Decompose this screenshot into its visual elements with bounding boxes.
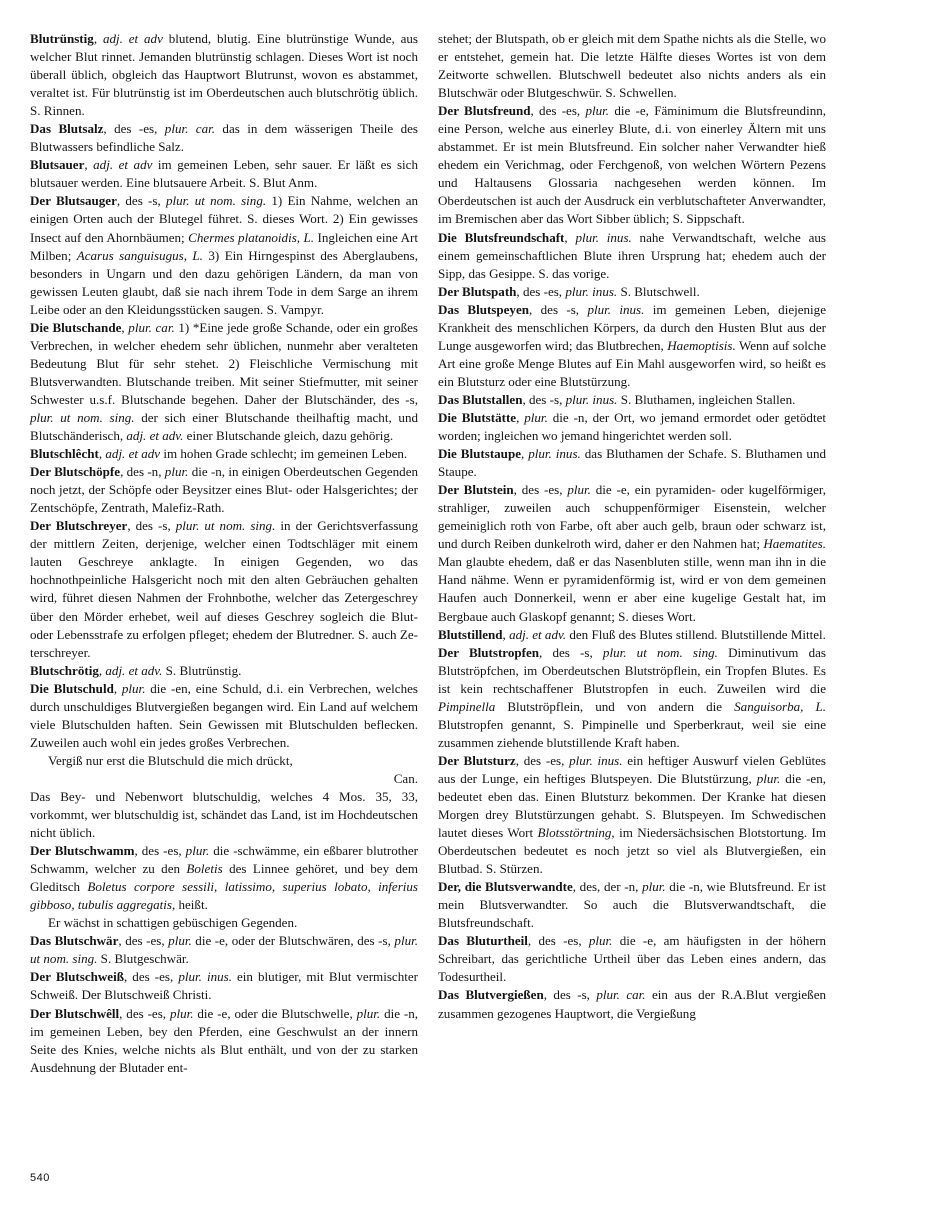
- grammar-note: plur. inus.: [575, 229, 632, 245]
- definition-text: S. Bluthamen, ingleichen Stallen.: [617, 391, 796, 407]
- headword: Das Bluturtheil: [438, 933, 528, 949]
- definition-text: ,: [521, 446, 529, 462]
- grammar-note: plur.: [169, 1005, 194, 1021]
- entry-der-die-blutsverwandte: [438, 878, 826, 932]
- grammar-note: Haematites.: [763, 536, 826, 552]
- grammar-note: plur.: [185, 843, 210, 859]
- definition-text: , des, der -n,: [572, 879, 643, 895]
- definition-text: Ingleichen eine Art Milben;: [30, 229, 418, 263]
- grammar-note: plur. inus.: [569, 752, 623, 768]
- definition-text: 1) *Eine jede große Schande, oder ein großes Verbrechen, in welcher ehedem sehr üblichen, nunmehr aber veralteten Bedeutung Blut für sehr stehet. 2) Fleischliche Vermischung mit Blutsverwandten. Blutschande treiben. Mit seiner Stiefmutter, mit seiner Schwester u.s.f. Blutschande begehen. Daher der Blutschänder, des -s,: [30, 319, 418, 407]
- entry-der-blutschreyer: [30, 517, 418, 661]
- grammar-note: plur.: [168, 933, 192, 949]
- headword: Der Blutschwamm: [30, 843, 135, 859]
- entry-das-blutspeyen: [438, 301, 826, 391]
- headword: Blutschrötig: [30, 662, 99, 678]
- definition-text: ,: [516, 409, 525, 425]
- definition-text: ,: [564, 229, 576, 245]
- grammar-note: Pimpinella: [438, 698, 496, 714]
- headword: Der Blutschwêll: [30, 1005, 120, 1021]
- definition-text: ,: [121, 319, 129, 335]
- entry-die-blutstaupe: [438, 445, 826, 481]
- grammar-note: Blotsstörtning,: [537, 825, 615, 841]
- definition-text: , des -s,: [539, 644, 603, 660]
- definition-text: die -e, Fäminimum die Blutsfreundinn, eine Person, welche aus einerley Blute, d.i. von einerley Ältern mit uns abstammet. Er ist mein Blutsfreund. Ein solcher naher Verwandter hieß ehedem ein Verichmag, oder Ferchgenoß, von welchen Wörtern Pezens und Haltausens Glossaria nachgesehen werden können. Im Oberdeutschen ist auch der Ausdruck ein verblutschafteter Anverwandter, im Bremischen aber das Wort Sibber üblich; S. Sippschaft.: [438, 103, 826, 227]
- definition-text: , des -es,: [119, 1005, 170, 1021]
- entry-blutschrötig: [30, 662, 418, 680]
- entry-die-blutschande: [30, 319, 418, 445]
- entry-das-blutstallen: [438, 391, 826, 409]
- definition-text: , des -es,: [516, 283, 566, 299]
- page-number: 540: [30, 1172, 50, 1184]
- definition-text: im Niedersächsischen Blotstortung. Im Oberdeutschen bedeutet es noch jetzt so viel als Blutvergießen, ein Blutbad. S. Stürzen.: [438, 825, 826, 877]
- definition-text: , des -s,: [116, 193, 166, 209]
- definition-text: ,: [93, 31, 103, 46]
- entry-der-blutsturz: [438, 752, 826, 878]
- grammar-note: plur.: [524, 409, 548, 425]
- definition-text: im hohen Grade schlecht; im gemeinen Leben.: [160, 446, 408, 462]
- entry-blutsauer: [30, 156, 418, 192]
- headword: Das Blutstallen: [438, 391, 523, 407]
- headword: Das Blutvergießen: [438, 987, 544, 1003]
- definition-text: die -n, der Ort, wo jemand ermordet oder getödtet worden; ingleichen wo jemand hingerichtet werden soll.: [438, 409, 826, 444]
- headword: Der Blutsfreund: [438, 103, 531, 119]
- definition-text: die -en, bedeutet eben das. Einen Blutsturz bekommen. Der Kranke hat diesen Morgen drey Blutstürzungen gehabt. S. Blutspeyen. Im Schwedischen lautet dieses Wort: [438, 770, 826, 841]
- entry-der-blutschwamm: [30, 842, 418, 914]
- entry-der-blutschw-ll: [30, 1005, 418, 1077]
- grammar-note: plur. inus.: [565, 283, 618, 299]
- definition-text: ,: [502, 626, 510, 642]
- grammar-note: plur.: [585, 103, 610, 119]
- headword: Die Blutsfreundschaft: [438, 229, 565, 245]
- grammar-note: adj. et adv.: [105, 662, 163, 678]
- headword: Der Blutspath: [438, 283, 517, 299]
- quotation-verse: Er wächst in schattigen gebüschigen Gegenden.: [48, 915, 298, 931]
- definition-text: ,: [113, 680, 122, 696]
- definition-text: S. Blutrünstig.: [162, 662, 242, 678]
- grammar-note: plur.: [756, 770, 781, 786]
- definition-text: die -e, oder der Blutschwären, des -s,: [191, 933, 395, 949]
- grammar-note: plur. ut nom. sing.: [30, 933, 418, 967]
- definition-text: die -e, am häufigsten in der höhern Schreibart, das gerichtliche Urtheil über das Leben eines andern, das Todesurtheil.: [438, 933, 827, 985]
- grammar-note: plur. car.: [596, 987, 646, 1003]
- grammar-note: Boletis: [186, 861, 223, 877]
- grammar-note: adj. et adv: [93, 157, 153, 173]
- definition-text: 3) Ein Hirngespinst des Aberglaubens, besonders in Ungarn und den dazu gehörigen Ländern, da man von gewissen Leuten glaubt, daß sie nach ihrem Tode in dem Sarge an ihrem Leibe oder an den Kleidungsstücken saugen. S. Vampyr.: [30, 247, 418, 317]
- grammar-note: plur.: [567, 482, 591, 498]
- entry-blutschl-cht: [30, 445, 418, 463]
- definition-text: ,: [98, 446, 106, 462]
- grammar-note: Chermes platanoidis, L.: [188, 229, 315, 245]
- definition-text: die -e, oder die Blutschwelle,: [193, 1005, 357, 1021]
- grammar-note: Acarus sanguisugus, L.: [76, 247, 203, 263]
- right-column: [438, 30, 826, 1023]
- entry-die-blutschuld: [30, 680, 418, 752]
- grammar-note: plur. inus.: [565, 391, 618, 407]
- grammar-note: adj. et adv: [105, 446, 161, 462]
- entry-die-blutsfreundschaft: [438, 229, 826, 283]
- definition-text: der sich einer Blutschande theilhaftig macht, und Blutschänderisch,: [30, 409, 418, 444]
- headword: Die Blutstätte: [438, 409, 517, 425]
- headword: Der, die Blutsverwandte: [438, 879, 573, 895]
- definition-text: Blutstropfen genannt, S. Pimpinelle und Sperberkraut, weil sie eine zusammen ziehende blutstillende Kraft haben.: [438, 716, 826, 750]
- entry-blutrünstig: [30, 30, 418, 120]
- grammar-note: plur.: [642, 879, 666, 895]
- definition-text: das in dem wässerigen Theile des Blutwassers befindliche Salz.: [30, 121, 418, 155]
- definition-text: Blutströpflein, und von andern die: [495, 698, 735, 714]
- definition-text: , des -s,: [127, 518, 176, 534]
- definition-text: Das Bey- und Nebenwort blutschuldig, welches 4 Mos. 35, 33, vorkommt, wer blutschuldig ist, schändet das Land, ist im Hochdeutschen nicht üblich.: [30, 788, 418, 841]
- definition-text: , des -s,: [529, 301, 588, 317]
- grammar-note: plur.: [588, 933, 613, 949]
- definition-text: , des -n,: [120, 464, 165, 480]
- grammar-note: Haemoptisis.: [667, 337, 736, 353]
- grammar-note: Boletus corpore sessili, latissimo, superius lobato, inferius gibboso, tubulis aggregatis,: [30, 879, 418, 913]
- headword: Blutschlêcht: [30, 446, 99, 462]
- entry-der-blutspath: [438, 283, 826, 301]
- definition-text: stehet; der Blutspath, ob er gleich mit dem Spathe nichts als die Stelle, wo er entstehet, gemein hat. Die letzte Hälfte dieses Wortes ist von dem Zeitworte schwellen. Blutschwell bedeutet also nichts anders als ein Blutschwär oder Blutgeschwür. S. Schwellen.: [438, 31, 826, 101]
- grammar-note: plur.: [121, 680, 146, 696]
- grammar-note: Sanguisorba, L.: [734, 698, 826, 714]
- headword: Der Blutschreyer: [30, 518, 128, 534]
- definition-text: den Fluß des Blutes stillend. Blutstillende Mittel.: [566, 626, 826, 642]
- headword: Der Blutstropfen: [438, 644, 540, 660]
- headword: Der Blutstein: [438, 482, 514, 498]
- grammar-note: plur. ut nom. sing.: [165, 193, 267, 209]
- definition-text: die -en, eine Schuld, d.i. ein Verbrechen, welches durch unschuldiges Blutvergießen begangen wird. Ein Land auf welchem viele Blutschulden haften. Sein Gewissen mit Blutschulden beflecken. Zuweilen auch wohl ein jedes großes Verbrechen.: [30, 680, 418, 750]
- grammar-note: plur. ut nom. sing.: [602, 644, 718, 660]
- definition-text: Wenn auf solche Art eine große Menge Blutes auf Ein Mahl ausgeworfen wird, so heißt es ein Blutsturz oder eine Blutstürzung.: [438, 337, 826, 389]
- headword: Das Blutsalz: [30, 121, 104, 137]
- headword: Das Blutspeyen: [438, 301, 530, 317]
- grammar-note: adj. et adv.: [509, 626, 567, 642]
- grammar-note: plur. car.: [128, 319, 175, 335]
- definition-text: 1) Ein Nahme, welchen an einigen Orten auch der Blutegel führet. S. dieses Wort. 2) Ein gewisses Insect auf den Ahornbäumen;: [30, 193, 419, 245]
- headword: Das Blutschwär: [30, 933, 119, 949]
- definition-text: einer Blutschande gleich, dazu gehörig.: [183, 428, 394, 444]
- grammar-note: plur.: [356, 1005, 381, 1021]
- entry-das-blutschwär: [30, 932, 418, 968]
- definition-text: heißt.: [175, 897, 208, 913]
- headword: Die Blutschande: [30, 319, 122, 335]
- definition-text: , des -es,: [134, 843, 186, 859]
- headword: Der Blutschöpfe: [30, 464, 121, 480]
- definition-text: die -n, in einigen Oberdeutschen Gegenden noch jetzt, der Schöpfe oder Beysitzer eines Blut- oder Halsgerichtes; der Zentschöpfe, Zentrath, Malefiz-Rath.: [30, 464, 419, 516]
- definition-text: , des -es,: [103, 121, 165, 137]
- definition-text: , des -es,: [527, 933, 589, 949]
- quotation-verse: Vergiß nur erst die Blutschuld die mich drückt,: [48, 752, 293, 768]
- headword: Die Blutschuld: [30, 680, 114, 696]
- grammar-note: plur. car.: [164, 121, 215, 137]
- definition-text: ein aus der R.A.Blut vergießen zusammen gezogenes Hauptwort, die Vergießung: [438, 987, 827, 1021]
- definition-text: Man glaubte ehedem, daß er das Nasenbluten stille, wenn man ihn in die Hand nähme. Wenn er pyramidenförmig ist, wird er von dem gemeinen Haufen auch Donnerkeil, wenn er aber eine kugelige Gestalt hat, im Bergbaue auch Glaskopf genannt; S. dieses Wort.: [438, 554, 826, 624]
- grammar-note: plur.: [164, 464, 189, 480]
- definition-text: ,: [98, 662, 106, 678]
- entry-der-blutschöpfe: [30, 463, 418, 517]
- definition-text: ein heftiger Auswurf vielen Geblütes aus der Lunge, ein heftiges Blutspeyen. Die Blutstürzung,: [438, 752, 826, 786]
- headword: Blutsauer: [30, 157, 85, 173]
- entry-der-blutschweiß: [30, 968, 418, 1004]
- entry-das-blutvergießen: [438, 986, 826, 1022]
- definition-text: ,: [84, 157, 94, 173]
- definition-text: die -n, wie Blutsfreund. Er ist mein Blutsverwandter. So auch die Blutsverwandtschaft, die Blutsfreundschaft.: [438, 879, 826, 931]
- entry-der-blutsfreund: [438, 102, 826, 228]
- entry-blutstillend: [438, 626, 826, 644]
- entry-continuation: [438, 30, 826, 102]
- headword: Die Blutstaupe: [438, 446, 521, 462]
- definition-text: des Linnee gehöret, und bey dem Gleditsch: [30, 861, 418, 895]
- definition-text: , des -es,: [515, 752, 570, 768]
- grammar-note: adj. et adv: [102, 31, 163, 46]
- definition-text: , des -es,: [118, 933, 169, 949]
- headword: Blutstillend: [438, 626, 503, 642]
- entry-der-blutsauger: [30, 192, 418, 318]
- entry-der-blutstropfen: [438, 644, 826, 752]
- grammar-note: plur. ut nom. sing.: [30, 409, 135, 425]
- definition-text: die -e, ein pyramiden- oder kugelförmiger, strahliger, zuweilen auch schuppenförmiger Eisenstein, welcher gemeiniglich roth von Farbe, oft aber auch gelb, braun oder schwarz ist, und durch Reiben dunkelroth wird, daher er den Nahmen hat;: [438, 482, 826, 552]
- grammar-note: plur. inus.: [587, 301, 645, 317]
- definition-text: die -n, im gemeinen Leben, bey den Pferden, eine Geschwulst an der innern Seite des Knies, welche nichts als Blut enthält, und von der zu starken Ausdehnung der Blutader ent-: [30, 1005, 419, 1075]
- left-column: [30, 30, 418, 1077]
- entry-das-bluturtheil: [438, 932, 826, 986]
- definition-text: , des -es,: [530, 103, 586, 119]
- entry-die-blutstätte: [438, 409, 826, 445]
- grammar-note: plur. ut nom. sing.: [175, 518, 276, 534]
- definition-text: nahe Verwandtschaft, welche aus einem gemeinschaftlichen Blute ihren Ursprung hat; ehedem auch der Sipp, das Gesippe. S. das vorige.: [438, 229, 826, 281]
- definition-text: , des -s,: [522, 391, 566, 407]
- definition-text: die -schwämme, ein eßbarer blutrother Schwamm, welcher zu den: [30, 843, 419, 877]
- headword: Der Blutsturz: [438, 752, 516, 768]
- entry-das-blutsalz: [30, 120, 418, 156]
- definition-text: Diminutivum das Blutströpfchen, im Oberdeutschen Blutströpflein, ein Tropfen Blutes. Es ist kein rechtschaffener Blutstropfen in euch. Zuweilen wird die: [438, 644, 826, 696]
- definition-text: , des -es,: [123, 969, 179, 985]
- definition-text: S. Blutschwell.: [617, 283, 700, 299]
- definition-text: blutend, blutig. Eine blutrünstige Wunde, aus welcher Blut rinnet. Jemanden blutrünstig schlagen. Dieses Wort ist noch überall üblich, obgleich das Hauptwort Blutrunst, wovon es abstammet, veraltet ist. Für blutrünstig ist im Oberdeutschen auch blutschrötig üblich. S. Rinnen.: [30, 31, 419, 119]
- headword: Der Blutschweiß: [30, 969, 124, 985]
- definition-text: S. Blutgeschwär.: [97, 951, 189, 967]
- definition-text: , des -es,: [513, 482, 568, 498]
- definition-text: , des -s,: [543, 987, 597, 1003]
- grammar-note: adj. et adv.: [126, 428, 184, 444]
- grammar-note: plur. inus.: [528, 446, 581, 462]
- definition-text: ein blutiger, mit Blut vermischter Schweiß. Der Blutschweiß Christi.: [30, 969, 418, 1003]
- definition-text: im gemeinen Leben, sehr sauer. Er läßt es sich blutsauer werden. Eine blutsauere Arbeit. S. Blut Anm.: [30, 157, 418, 191]
- grammar-note: plur. inus.: [178, 969, 232, 985]
- definition-text: das Bluthamen der Schafe. S. Bluthamen und Staupe.: [438, 446, 827, 480]
- quotation-source: Can.: [393, 770, 418, 786]
- headword: Blutrünstig: [30, 31, 94, 46]
- definition-text: im gemeinen Leben, diejenige Krankheit des menschlichen Körpers, da durch den Husten Blut aus der Lunge ausgeworfen wird; das Blutbrechen,: [438, 301, 826, 353]
- entry-der-blutstein: [438, 481, 826, 625]
- headword: Der Blutsauger: [30, 193, 117, 209]
- entry-continuation: [30, 788, 418, 842]
- definition-text: in der Gerichtsverfassung der mittlern Zeiten, derjenige, welcher einen Todtschläger mit einem lauten Geschreye anklagte. In einigen Gegenden, wo das hochnothpeinliche Halsgericht noch mit den alten Gebräuchen gehalten wird, führet diesen Nahmen der Frohnbothe, welcher das Zetergeschrey über den Mörder erhebet, weil auf dieses Geschrey sogleich die Blut- oder Lebensstrafe zu erfolgen pfleget; ehedem der Blutredner. S. auch Zeterschreyer.: [30, 518, 418, 660]
